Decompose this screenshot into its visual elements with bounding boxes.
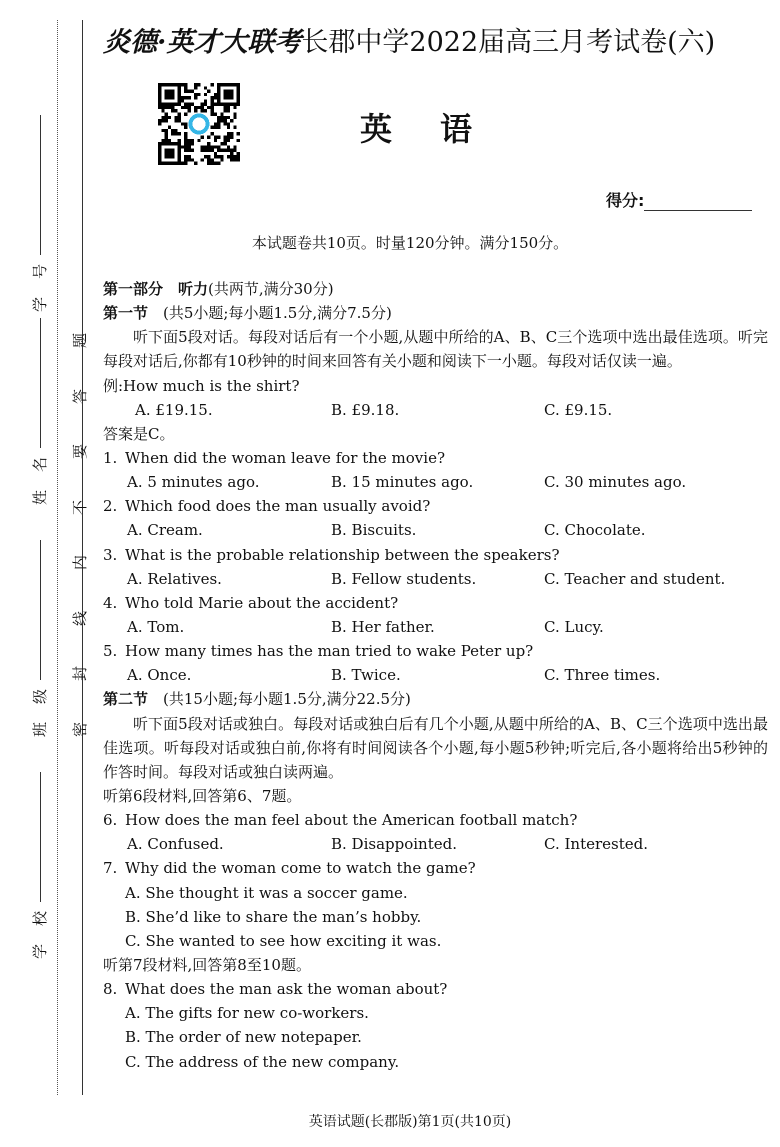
question-stem: Which food does the man usually avoid? <box>125 497 431 516</box>
class-field[interactable] <box>30 540 50 746</box>
question-5 <box>103 639 768 663</box>
school-field[interactable] <box>30 772 50 968</box>
option: A. 5 minutes ago. <box>127 473 260 492</box>
section1-heading <box>103 301 768 325</box>
option: A. Tom. <box>127 618 185 636</box>
score-blank[interactable] <box>644 192 752 211</box>
option: C. Lucy. <box>544 618 604 636</box>
note: (共5小题;每小题1.5分,满分7.5分) <box>148 304 392 323</box>
question-stem: How does the man feel about the American football match? <box>125 811 578 830</box>
question-5-options <box>103 663 768 687</box>
field-label: 班 <box>31 721 50 738</box>
question-3 <box>103 543 768 567</box>
heading: 第一部分 听力 <box>103 280 209 298</box>
field-label: 号 <box>31 263 50 280</box>
option: A. Once. <box>127 666 192 685</box>
option: B. Twice. <box>331 666 401 685</box>
question-6 <box>103 808 768 832</box>
question-number: 6. <box>103 811 118 830</box>
seal-char: 要 <box>71 444 90 460</box>
seal-char: 不 <box>71 499 90 515</box>
section1-instructions: 听下面5段对话。每段对话后有一个小题,从题中所给的A、B、C三个选项中选出最佳选项。听完每段对话后,你都有10秒钟的时间来回答有关小题和阅读下一小题。每段对话仅读一遍。 <box>103 328 768 371</box>
question-number: 3. <box>103 545 118 564</box>
question-7 <box>103 856 768 880</box>
question-stem: What does the man ask the woman about? <box>125 980 448 999</box>
material-6: 听第6段材料,回答第6、7题。 <box>103 787 302 806</box>
option: B. Her father. <box>331 618 435 636</box>
option: B. Fellow students. <box>331 569 477 588</box>
part1-heading <box>103 277 768 301</box>
option: C. Interested. <box>544 835 648 854</box>
heading: 第二节 <box>103 690 149 709</box>
option: B. £9.18. <box>331 400 400 419</box>
seal-char: 线 <box>71 610 90 626</box>
exam-content <box>103 277 768 1074</box>
question-stem: When did the woman leave for the movie? <box>125 449 445 468</box>
cut-line <box>57 20 58 1095</box>
option: C. She wanted to see how exciting it was. <box>125 931 442 950</box>
field-label: 学 <box>31 296 50 313</box>
option: A. £19.15. <box>135 400 213 419</box>
material-7: 听第7段材料,回答第8至10题。 <box>103 956 311 975</box>
section2-heading <box>103 687 768 711</box>
note: (共15小题;每小题1.5分,满分22.5分) <box>148 690 411 709</box>
question-stem: Why did the woman come to watch the game? <box>125 859 476 878</box>
field-label: 名 <box>31 456 50 473</box>
heading: 第一节 <box>103 304 149 323</box>
option: C. Three times. <box>544 666 661 685</box>
option: A. Confused. <box>127 835 224 854</box>
option: C. Teacher and student. <box>544 569 726 588</box>
score-label: 得分: <box>606 191 645 210</box>
note: (共两节,满分30分) <box>208 280 334 298</box>
exam-info: 本试题卷共10页。时量120分钟。满分150分。 <box>251 234 569 252</box>
question-8 <box>103 977 768 1001</box>
subject-title: 英语 <box>360 110 521 148</box>
section2-instructions: 听下面5段对话或独白。每段对话或独白后有几个小题,从题中所给的A、B、C三个选项中选出最佳选项。听每段对话或独白前,你将有时间阅读各个小题,每小题5秒钟;听完后,各小题将给出5秒钟的作答时间。每段对话或独白读两遍。 <box>103 714 768 781</box>
field-label: 校 <box>31 910 50 927</box>
option: A. She thought it was a soccer game. <box>125 883 408 902</box>
option: C. £9.15. <box>544 400 613 419</box>
option: C. 30 minutes ago. <box>544 473 687 492</box>
brand: 炎德·英才大联考 <box>103 27 302 58</box>
option: C. Chocolate. <box>544 521 646 540</box>
option: B. Disappointed. <box>331 835 457 854</box>
student-id-field[interactable] <box>30 115 50 321</box>
option: A. The gifts for new co-workers. <box>125 1004 369 1023</box>
seal-char: 题 <box>71 332 90 349</box>
question-1 <box>103 446 768 470</box>
qr-code-icon <box>158 83 240 165</box>
question-number: 2. <box>103 497 118 516</box>
question-2 <box>103 494 768 518</box>
question-number: 7. <box>103 859 118 878</box>
option: B. 15 minutes ago. <box>331 473 474 492</box>
question-number: 1. <box>103 449 118 468</box>
question-stem: How many times has the man tried to wake Peter up? <box>125 642 534 661</box>
name-field[interactable] <box>30 318 50 514</box>
field-label: 姓 <box>31 489 50 506</box>
question-number: 8. <box>103 980 118 999</box>
page-footer: 英语试题(长郡版)第1页(共10页) <box>308 1114 512 1130</box>
option: C. The address of the new company. <box>125 1052 400 1071</box>
question-number: 4. <box>103 593 118 612</box>
question-number: 5. <box>103 642 118 661</box>
question-stem: What is the probable relationship between the speakers? <box>125 545 560 564</box>
question-3-options <box>103 567 768 591</box>
seal-char: 答 <box>71 388 90 404</box>
example-stem: 例:How much is the shirt? <box>103 376 300 395</box>
question-1-options <box>103 470 768 494</box>
question-4-options <box>103 615 768 639</box>
seal-line-notice <box>70 330 90 740</box>
option: B. She’d like to share the man’s hobby. <box>125 907 422 926</box>
question-2-options <box>103 518 768 542</box>
field-label: 学 <box>31 943 50 960</box>
option: A. Cream. <box>127 521 203 540</box>
option: B. The order of new notepaper. <box>125 1028 362 1047</box>
question-6-options <box>103 832 768 856</box>
question-stem: Who told Marie about the accident? <box>125 593 399 612</box>
seal-char: 封 <box>71 666 90 682</box>
exam-name: 长郡中学2022届高三月考试卷(六) <box>301 27 716 58</box>
example-options <box>103 398 768 422</box>
option: A. Relatives. <box>127 569 222 588</box>
field-label: 级 <box>31 688 50 705</box>
example-answer: 答案是C。 <box>103 424 175 443</box>
score-field <box>606 188 752 211</box>
seal-char: 内 <box>71 555 90 571</box>
option: B. Biscuits. <box>331 521 417 540</box>
question-4 <box>103 591 768 615</box>
seal-char: 密 <box>71 721 90 737</box>
exam-title <box>103 20 715 59</box>
